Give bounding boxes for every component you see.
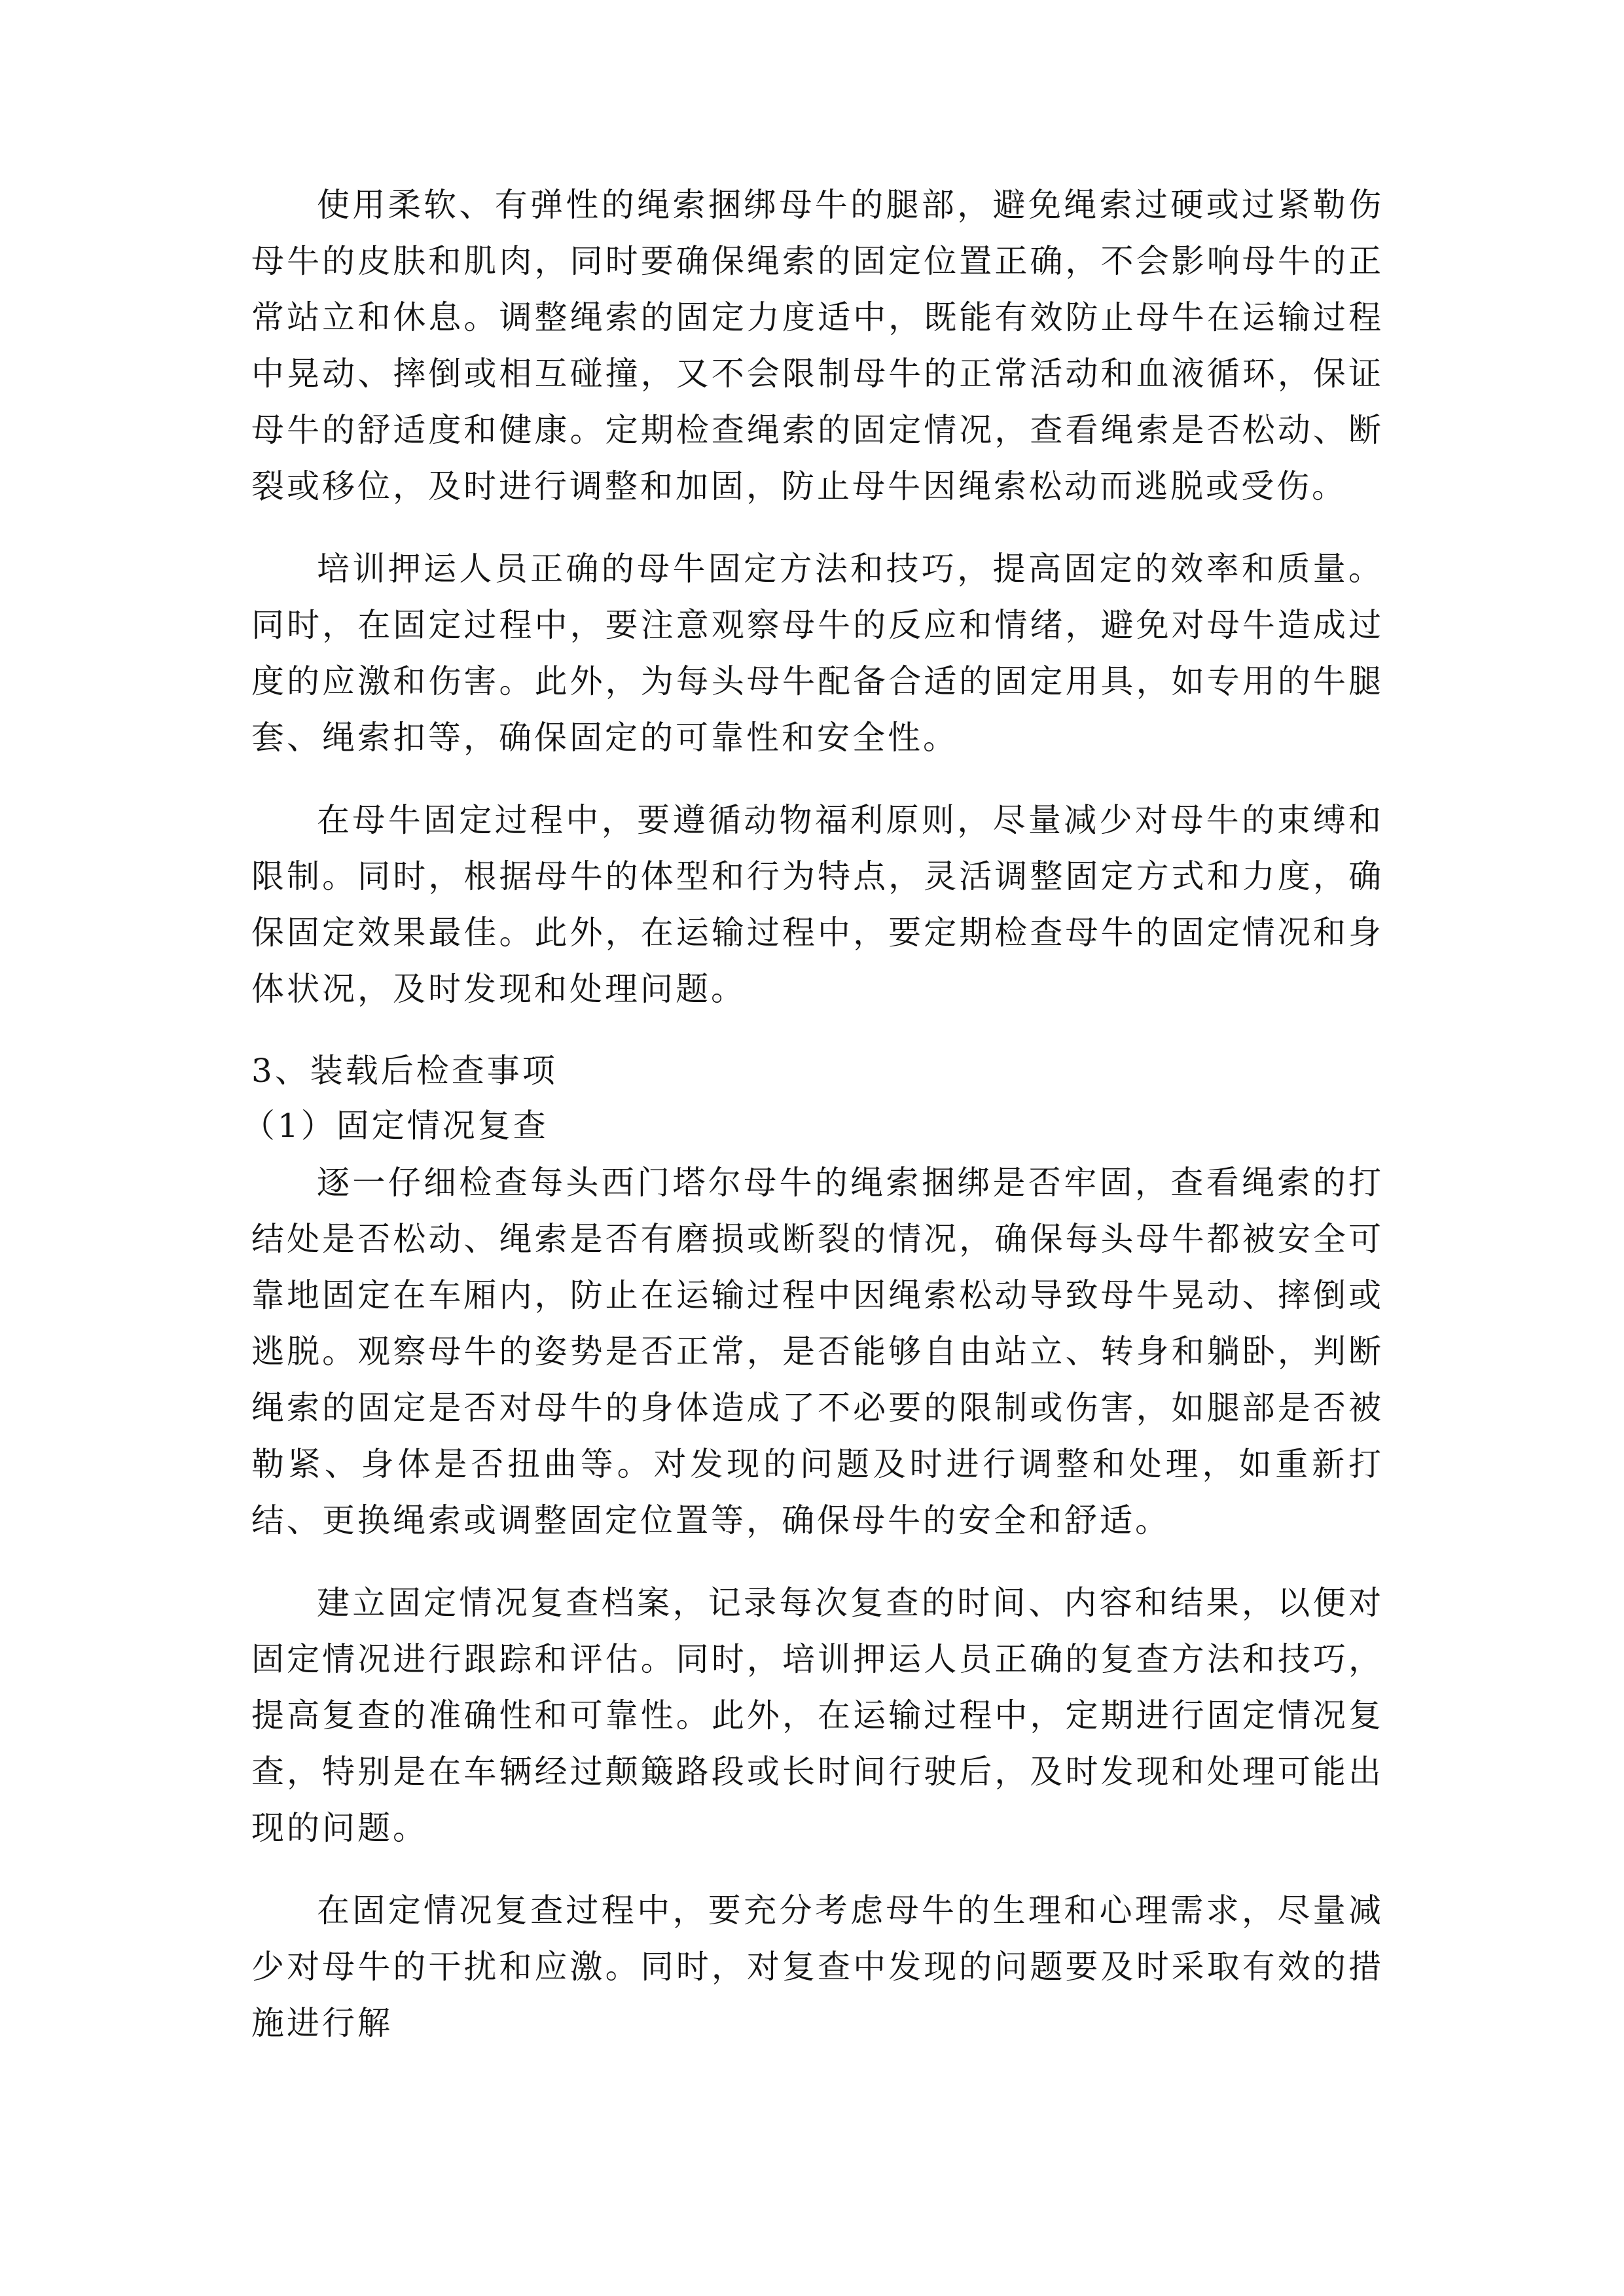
document-body <box>242 177 1384 2077</box>
subsection-heading: （1）固定情况复查 <box>242 1107 549 1145</box>
paragraph-needs: 在固定情况复查过程中，要充分考虑母牛的生理和心理需求，尽量减少对母牛的干扰和应激。同时，对复查中发现的问题要及时采取有效的措施进行解 <box>251 1892 1384 2042</box>
section-heading: 3、装载后检查事项 <box>251 1052 558 1090</box>
paragraph-rope-binding: 使用柔软、有弹性的绳索捆绑母牛的腿部，避免绳索过硬或过紧勒伤母牛的皮肤和肌肉，同时要确保绳索的固定位置正确，不会影响母牛的正常站立和休息。调整绳索的固定力度适中，既能有效防止母牛在运输过程中晃动、摔倒或相互碰撞，又不会限制母牛的正常活动和血液循环，保证母牛的舒适度和健康。定期检查绳索的固定情况，查看绳索是否松动、断裂或移位，及时进行调整和加固，防止母牛因绳索松动而逃脱或受伤。 <box>251 186 1384 505</box>
paragraph-escort-training: 培训押运人员正确的母牛固定方法和技巧，提高固定的效率和质量。同时，在固定过程中，要注意观察母牛的反应和情绪，避免对母牛造成过度的应激和伤害。此外，为每头母牛配备合适的固定用具，如专用的牛腿套、绳索扣等，确保固定的可靠性和安全性。 <box>251 550 1384 757</box>
paragraph-inspection: 逐一仔细检查每头西门塔尔母牛的绳索捆绑是否牢固，查看绳索的打结处是否松动、绳索是否有磨损或断裂的情况，确保每头母牛都被安全可靠地固定在车厢内，防止在运输过程中因绳索松动导致母牛晃动、摔倒或逃脱。观察母牛的姿势是否正常，是否能够自由站立、转身和躺卧，判断绳索的固定是否对母牛的身体造成了不必要的限制或伤害，如腿部是否被勒紧、身体是否扭曲等。对发现的问题及时进行调整和处理，如重新打结、更换绳索或调整固定位置等，确保母牛的安全和舒适。 <box>251 1164 1384 1539</box>
paragraph-records: 建立固定情况复查档案，记录每次复查的时间、内容和结果，以便对固定情况进行跟踪和评估。同时，培训押运人员正确的复查方法和技巧，提高复查的准确性和可靠性。此外，在运输过程中，定期进行固定情况复查，特别是在车辆经过颠簸路段或长时间行驶后，及时发现和处理可能出现的问题。 <box>251 1584 1384 1847</box>
paragraph-animal-welfare: 在母牛固定过程中，要遵循动物福利原则，尽量减少对母牛的束缚和限制。同时，根据母牛的体型和行为特点，灵活调整固定方式和力度，确保固定效果最佳。此外，在运输过程中，要定期检查母牛的固定情况和身体状况，及时发现和处理问题。 <box>251 801 1384 1008</box>
